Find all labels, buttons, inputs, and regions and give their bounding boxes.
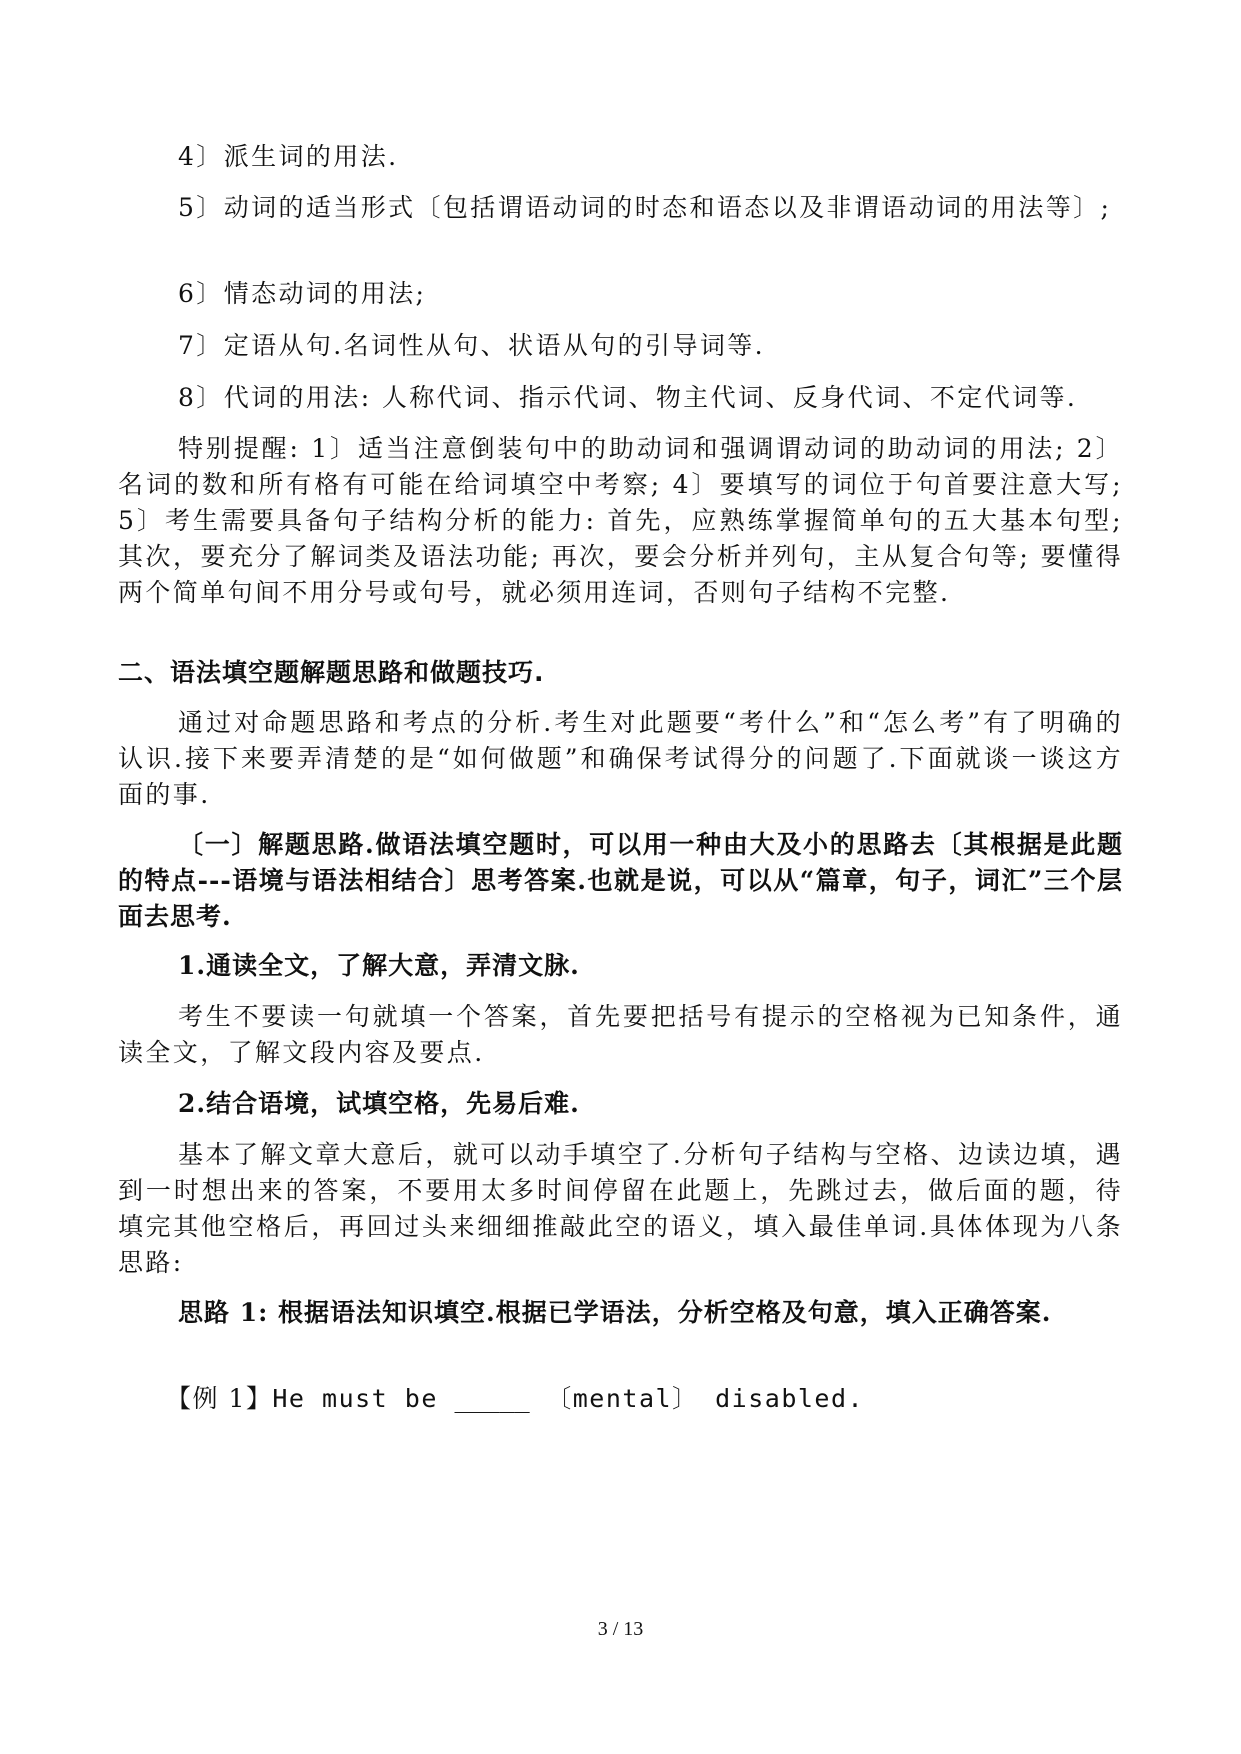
list-item-5: 5〕动词的适当形式〔包括谓语动词的时态和语态以及非谓语动词的用法等〕; — [178, 193, 1112, 222]
example1-blank: _____ — [454, 1384, 530, 1413]
list-item-7: 7〕定语从句.名词性从句、状语从句的引导词等. — [178, 331, 766, 360]
step2-title: 2.结合语境，试填空格，先易后难. — [178, 1089, 580, 1118]
special-reminder-paragraph: 特别提醒: 1〕适当注意倒装句中的助动词和强调谓动词的助动词的用法; 2〕名词的数和所有格有可能在给词填空中考察; 4〕要填写的词位于句首要注意大写; 5〕考生需要具备句子结构分析的能力: 首先，应熟练掌握简单句的五大基本句型; 其次，要充分了解词类及语法功能; 再次，要会分析并列句，主从复合句等; 要懂得两个简单句间不用分号或句号，就必须用连词，否则句子结构不完整. — [118, 434, 1123, 607]
intro-paragraph: 通过对命题思路和考点的分析.考生对此题要“考什么”和“怎么考”有了明确的认识.接下来要弄清楚的是“如何做题”和确保考试得分的问题了.下面就谈一谈这方面的事. — [118, 708, 1123, 809]
example1-text-after: 〔mental〕 disabled. — [529, 1384, 865, 1413]
step2-body: 基本了解文章大意后，就可以动手填空了.分析句子结构与空格、边读边填，遇到一时想出来的答案，不要用太多时间停留在此题上，先跳过去，做后面的题，待填完其他空格后，再回过头来细细推敲此空的语义，填入最佳单词.具体体现为八条思路: — [118, 1140, 1123, 1277]
section-heading: 二、语法填空题解题思路和做题技巧. — [118, 658, 545, 687]
approach-paragraph: 〔一〕解题思路.做语法填空题时，可以用一种由大及小的思路去〔其根据是此题的特点---语境与语法相结合〕思考答案.也就是说，可以从“篇章，句子，词汇”三个层面去思考. — [118, 830, 1123, 931]
example1-line — [118, 1381, 1123, 1417]
idea1-paragraph: 思路 1: 根据语法知识填空.根据已学语法，分析空格及句意，填入正确答案. — [178, 1298, 1052, 1327]
page-number: 3 / 13 — [597, 1618, 644, 1640]
example1-text-before: He must be — [272, 1384, 455, 1413]
list-item-6: 6〕情态动词的用法; — [178, 279, 427, 308]
list-item-4: 4〕派生词的用法. — [178, 142, 399, 171]
step1-body: 考生不要读一句就填一个答案，首先要把括号有提示的空格视为已知条件，通读全文，了解文段内容及要点. — [118, 1002, 1123, 1067]
list-item-8: 8〕代词的用法: 人称代词、指示代词、物主代词、反身代词、不定代词等. — [178, 383, 1078, 412]
example1-label: 【例 1】 — [166, 1384, 273, 1413]
step1-title: 1.通读全文，了解大意，弄清文脉. — [178, 951, 580, 980]
